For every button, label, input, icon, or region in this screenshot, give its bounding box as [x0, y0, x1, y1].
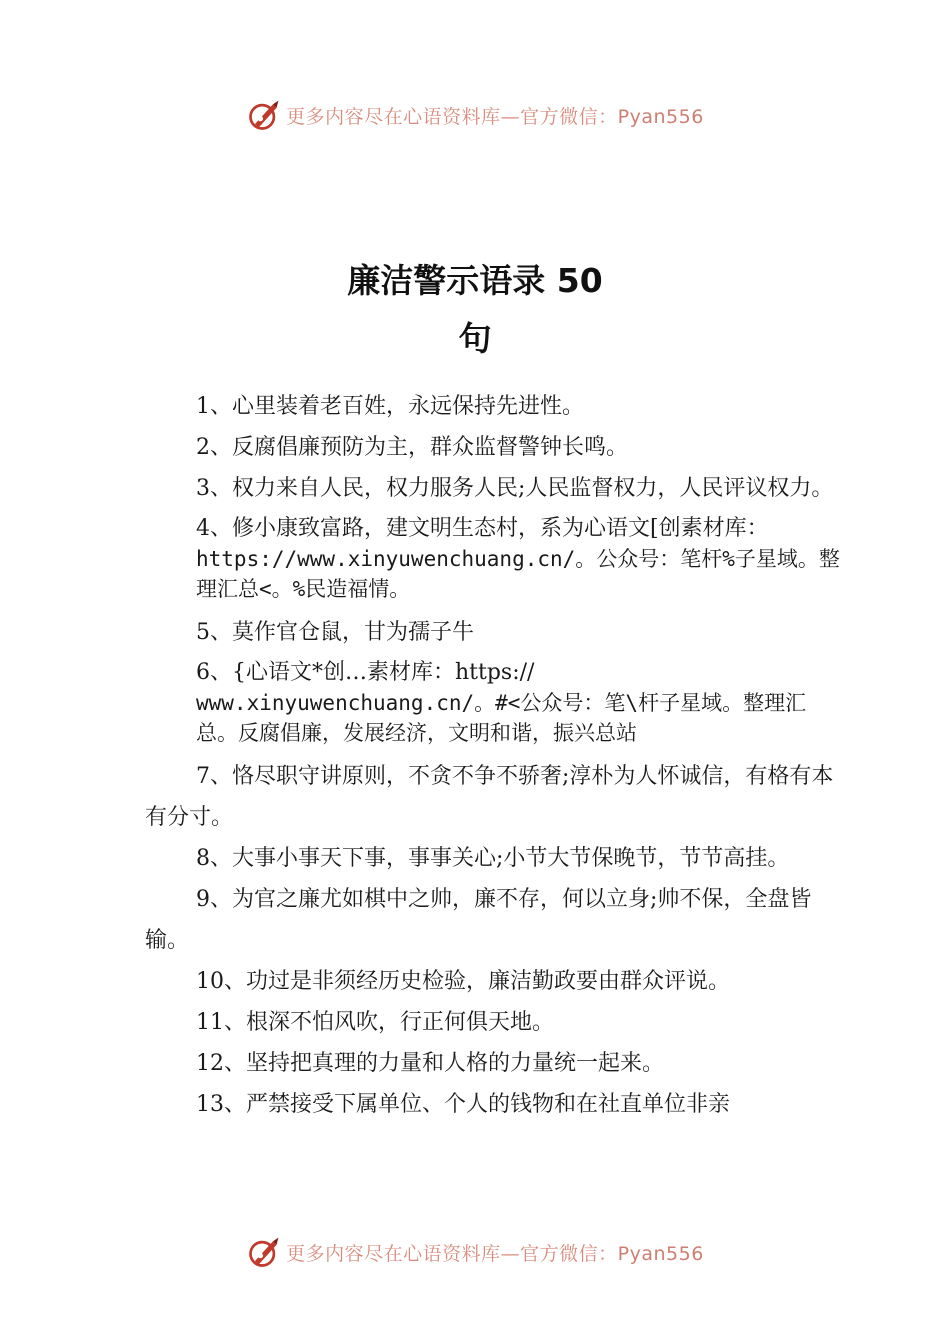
list-item: 13、严禁接受下属单位、个人的钱物和在社直单位非亲	[196, 1092, 730, 1117]
footer-banner	[0, 1232, 950, 1272]
list-item-line: 6、{心语文*创…素材库：https://	[196, 660, 535, 685]
pen-logo-icon	[246, 1234, 282, 1270]
header-banner-text: 更多内容尽在心语资料库—官方微信：Pyan556	[286, 105, 704, 128]
list-item-with-link	[145, 658, 845, 748]
page-title	[0, 252, 950, 368]
header-banner	[0, 95, 950, 135]
list-item-line: 4、修小康致富路，建文明生态村，系为心语文[创素材库：	[196, 516, 769, 541]
pen-logo-icon	[246, 97, 282, 133]
list-item: 12、坚持把真理的力量和人格的力量统一起来。	[196, 1051, 664, 1076]
document-body	[145, 386, 845, 1125]
list-item: 8、大事小事天下事，事事关心;小节大节保晚节，节节高挂。	[196, 846, 790, 871]
list-item-line: https://www.xinyuwenchuang.cn/。公众号：笔杆%子星域。整理汇总<。%民造福情。	[196, 547, 840, 601]
list-item: 2、反腐倡廉预防为主，群众监督警钟长鸣。	[196, 435, 628, 460]
header-wechat-id: Pyan556	[617, 105, 704, 128]
footer-wechat-id: Pyan556	[617, 1242, 704, 1265]
list-item-line: www.xinyuwenchuang.cn/。#<公众号：笔\杆子星域。整理汇总。反腐倡廉，发展经济，文明和谐，振兴总站	[196, 691, 807, 745]
list-item: 5、莫作官仓鼠，甘为孺子牛	[196, 620, 474, 645]
footer-banner-text: 更多内容尽在心语资料库—官方微信：Pyan556	[286, 1242, 704, 1265]
list-item: 3、权力来自人民，权力服务人民;人民监督权力，人民评议权力。	[196, 476, 834, 501]
list-item: 7、恪尽职守讲原则，不贪不争不骄奢;淳朴为人怀诚信，有格有本有分寸。	[145, 764, 834, 830]
list-item-with-link	[145, 514, 845, 604]
list-item: 11、根深不怕风吹，行正何俱天地。	[196, 1010, 554, 1035]
list-item: 1、心里装着老百姓，永远保持先进性。	[196, 394, 584, 419]
title-line-2: 句	[458, 319, 492, 358]
title-line-1: 廉洁警示语录 50	[347, 261, 603, 300]
list-item: 9、为官之廉尤如棋中之帅，廉不存，何以立身;帅不保，全盘皆输。	[145, 887, 812, 953]
list-item: 10、功过是非须经历史检验，廉洁勤政要由群众评说。	[196, 969, 730, 994]
